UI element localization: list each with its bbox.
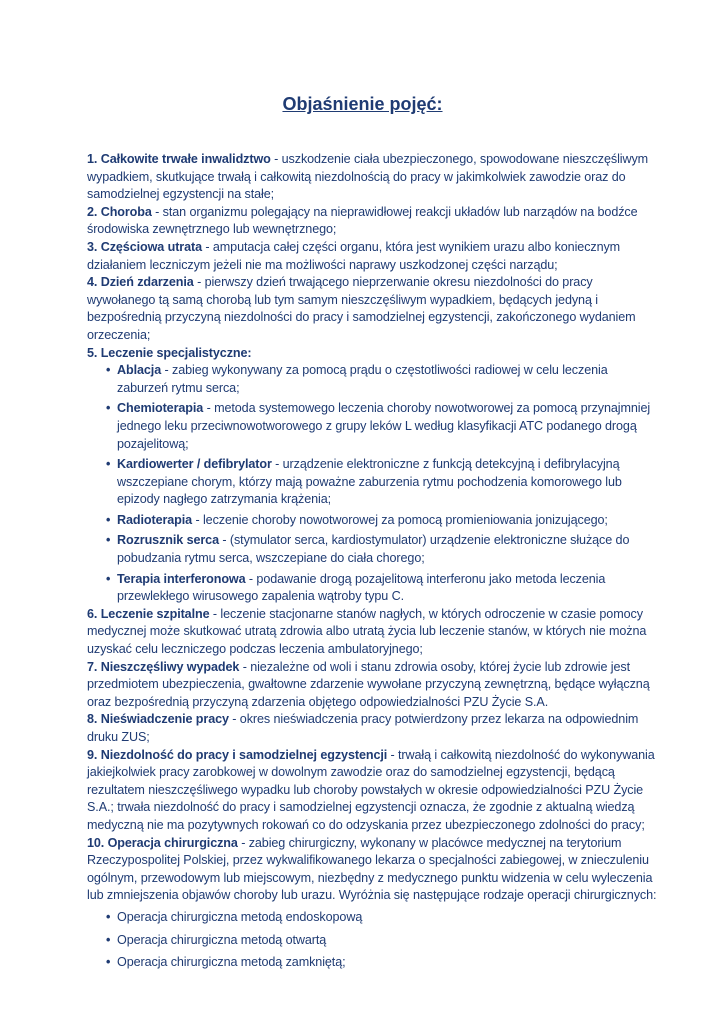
definition-entry	[87, 151, 657, 204]
bullet-icon: •	[106, 363, 111, 378]
bullet-icon: •	[106, 571, 111, 586]
definition-entry	[87, 711, 657, 746]
definition-entry	[87, 747, 657, 835]
definition-term: 6. Leczenie szpitalne	[87, 606, 210, 621]
definition-entry	[87, 606, 657, 659]
item-term: Chemioterapia	[117, 401, 204, 416]
list-item	[87, 909, 657, 927]
definition-term: 10. Operacja chirurgiczna	[87, 835, 238, 850]
page-title: Objaśnienie pojęć:	[282, 94, 443, 114]
definition-term: 9. Niezdolność do pracy i samodzielnej egzystencji	[87, 747, 388, 762]
bullet-icon: •	[106, 401, 111, 416]
list-item	[87, 532, 657, 567]
list-item	[87, 932, 657, 950]
item-term: Ablacja	[117, 363, 162, 378]
item-text: - metoda systemowego leczenia choroby nowotworowej za pomocą przynajmniej jednego leku przeciwnowotworowego z grupy leków L według klasyfikacji ATC podanego drogą pozajelitową;	[117, 401, 651, 451]
definition-text: - stan organizmu polegający na nieprawidłowej reakcji układów lub narządów na bodźce środowiska zewnętrznego lub wewnętrznego;	[87, 204, 638, 237]
list-item	[87, 954, 657, 972]
list-item	[87, 571, 657, 606]
definition-text: - niezależne od woli i stanu zdrowia osoby, której życie lub zdrowie jest przedmiotem ubezpieczenia, gwałtowne zdarzenie wywołane przyczyną zewnętrzną, będące wyłączną oraz bezpośrednią przyczyną zdarzenia objętego odpowiedzialności PZU Życie S.A.	[87, 659, 650, 709]
definition-text: - trwałą i całkowitą niezdolność do wykonywania jakiejkolwiek pracy zarobkowej w dowolnym zawodzie oraz do samodzielnej egzystencji, będącą rezultatem nieszczęśliwego wypadku lub choroby powstałych w okresie odpowiedzialności PZU Życie S.A.; trwała niezdolność do pracy i samodzielnej egzystencji oznacza, że zgodnie z aktualną wiedzą medyczną nie ma pozytywnych rokowań co do odzyskania przez ubezpieczonego zdolności do pracy;	[87, 747, 655, 832]
definition-term: 1. Całkowite trwałe inwalidztwo	[87, 152, 271, 166]
item-text: Operacja chirurgiczna metodą endoskopową	[117, 909, 363, 924]
definition-text: - leczenie stacjonarne stanów nagłych, w których odroczenie w czasie pomocy medycznej może skutkować utratą zdrowia albo utratą życia lub leczenie stanów, w których nie można uzyskać celu leczniczego podczas leczenia ambulatoryjnego;	[87, 606, 647, 657]
list-item	[87, 456, 657, 509]
item-term: Radioterapia	[117, 512, 193, 527]
definition-term: 8. Nieświadczenie pracy	[87, 712, 229, 727]
definition-text: - okres nieświadczenia pracy potwierdzony przez lekarza na odpowiednim druku ZUS;	[87, 712, 639, 744]
definition-text: - zabieg chirurgiczny, wykonany w placówce medycznej na terytorium Rzeczypospolitej Polskiej, przez wykwalifikowanego lekarza o specjalności zabiegowej, w znieczuleniu ogólnym, przewodowym lub miejscowym, niezbędny z medycznego punktu widzenia w celu wyleczenia lub zmniejszenia objawów choroby lub urazu. Wyróżnia się następujące rodzaje operacji chirurgicznych:	[87, 835, 657, 903]
definition-entry	[87, 835, 657, 905]
item-term: Terapia interferonowa	[117, 571, 246, 586]
bullet-icon: •	[106, 533, 111, 548]
definition-text: - amputacja całej części organu, która jest wynikiem urazu albo koniecznym działaniem leczniczym jeżeli nie ma możliwości naprawy uszkodzonej części narządu;	[87, 239, 621, 272]
bullet-icon: •	[106, 955, 111, 970]
definition-entry	[87, 204, 657, 239]
definition-entry	[87, 345, 657, 363]
list-item	[87, 362, 657, 397]
definitions-body	[87, 151, 657, 977]
list-item	[87, 400, 657, 453]
bullet-icon: •	[106, 512, 111, 527]
item-text: - podawanie drogą pozajelitową interferonu jako metoda leczenia przewlekłego wirusowego zapalenia wątroby typu C.	[117, 571, 606, 604]
item-text: - (stymulator serca, kardiostymulator) urządzenie elektroniczne służące do pobudzania rytmu serca, wszczepiane do ciała chorego;	[117, 533, 630, 566]
item-term: Rozrusznik serca	[117, 533, 219, 548]
item-term: Kardiowerter / defibrylator	[117, 457, 272, 472]
definition-entry	[87, 274, 657, 344]
definition-entry	[87, 239, 657, 274]
definition-term: 2. Choroba	[87, 204, 152, 219]
definition-term: 3. Częściowa utrata	[87, 239, 202, 254]
item-text: Operacja chirurgiczna metodą otwartą	[117, 932, 327, 947]
definition-text: - uszkodzenie ciała ubezpieczonego, spowodowane nieszczęśliwym wypadkiem, skutkujące trwałą i całkowitą niezdolnością do pracy w jakimkolwiek zawodzie oraz do samodzielnej egzystencji na stałe;	[87, 152, 649, 202]
item-text: - zabieg wykonywany za pomocą prądu o częstotliwości radiowej w celu leczenia zaburzeń rytmu serca;	[117, 363, 608, 395]
definition-term: 7. Nieszczęśliwy wypadek	[87, 659, 240, 674]
list-item	[87, 512, 657, 530]
bullet-icon: •	[106, 909, 111, 924]
specialist-treatment-list	[87, 362, 657, 606]
definition-text: - pierwszy dzień trwającego nieprzerwanie okresu niezdolności do pracy wywołanego tą samą chorobą lub tym samym nieszczęśliwym wypadkiem, będących jedyną i bezpośrednią przyczyną niezdolności do pracy i samodzielnej egzystencji, zakończonego wydaniem orzeczenia;	[87, 275, 636, 342]
item-text: - leczenie choroby nowotworowej za pomocą promieniowania jonizującego;	[192, 512, 608, 527]
bullet-icon: •	[106, 932, 111, 947]
bullet-icon: •	[106, 457, 111, 472]
definition-term: 5. Leczenie specjalistyczne:	[87, 345, 252, 360]
surgery-types-list	[87, 909, 657, 972]
definition-term: 4. Dzień zdarzenia	[87, 275, 194, 290]
definition-entry	[87, 659, 657, 712]
item-text: - urządzenie elektroniczne z funkcją detekcyjną i defibrylacyjną wszczepiane chorym, którzy mają poważne zaburzenia rytmu pochodzenia komorowego lub epizody nagłego zatrzymania krążenia;	[117, 457, 622, 507]
item-text: Operacja chirurgiczna metodą zamkniętą;	[117, 955, 346, 970]
